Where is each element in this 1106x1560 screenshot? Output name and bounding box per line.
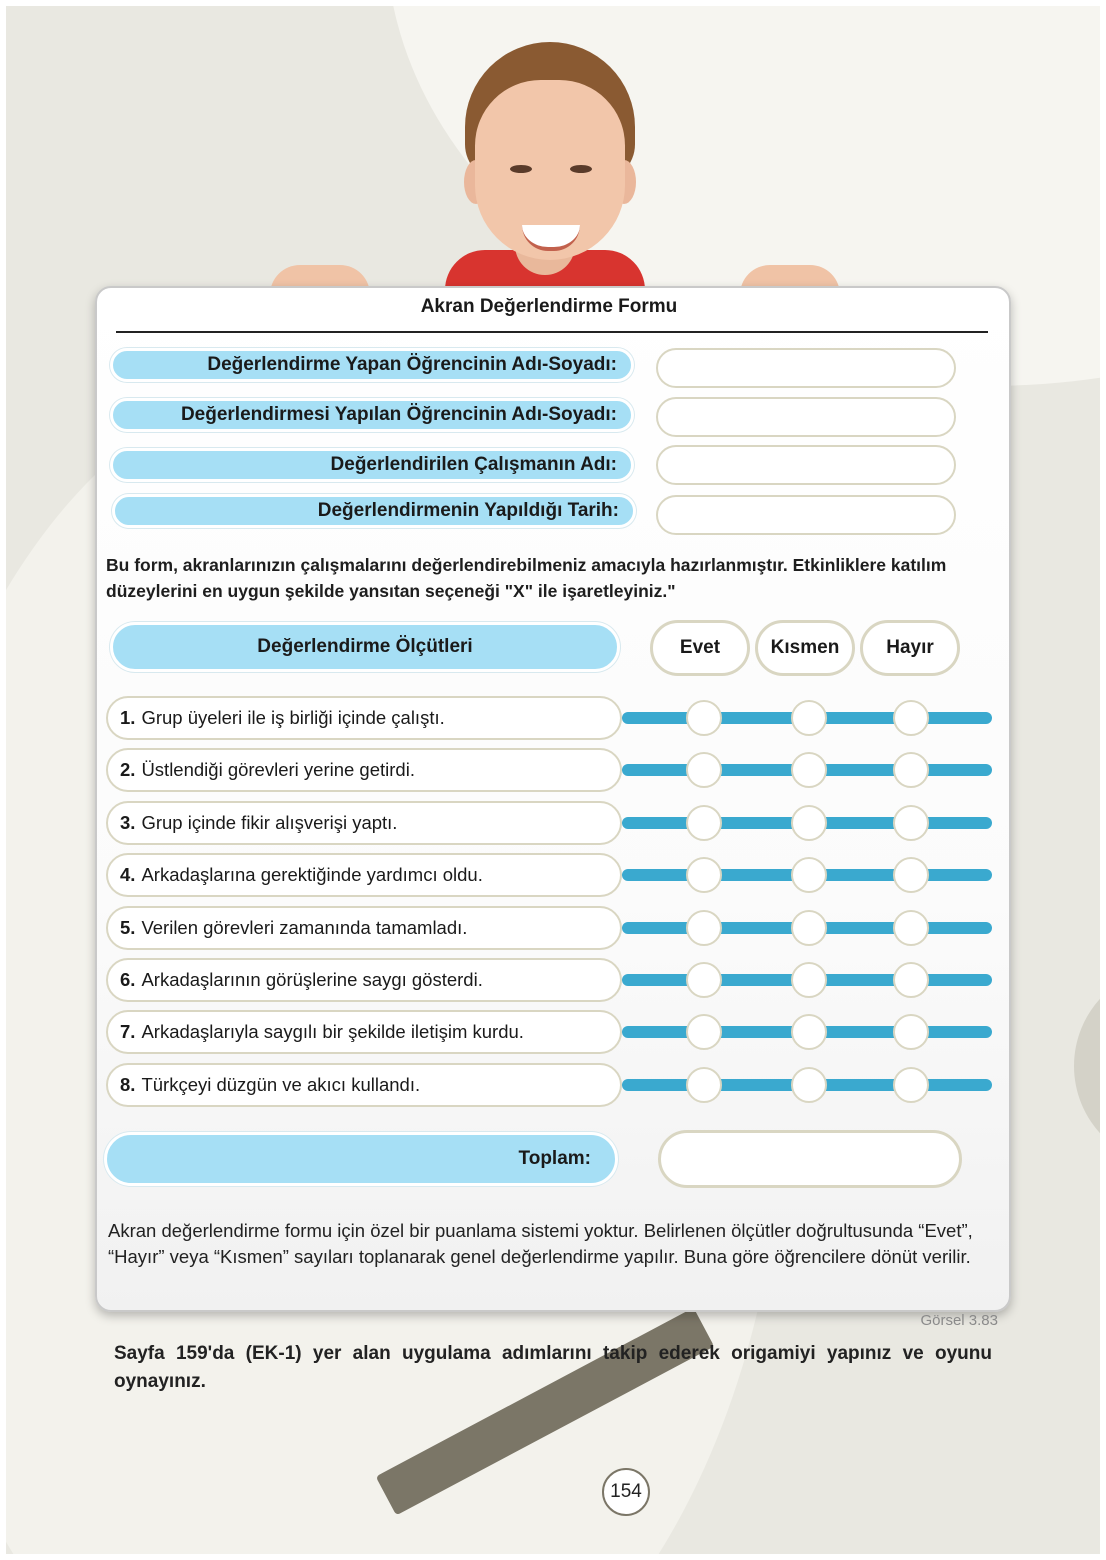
field-label-evaluator: Değerlendirme Yapan Öğrencinin Adı-Soyadı: [110, 348, 634, 382]
page-number: 154 [602, 1468, 650, 1516]
decorative-arc [1074, 966, 1100, 1166]
form-title: Akran Değerlendirme Formu [420, 296, 678, 317]
intro-text-end: " ile işaretleyiniz." [524, 581, 676, 601]
criterion-row [106, 801, 622, 845]
criterion-row [106, 748, 622, 792]
work-name-field[interactable] [656, 445, 956, 485]
intro-text: Bu form, akranlarınızın çalışmalarını değerlendirebilmeniz amacıyla hazırlanmıştır. Etkinliklere katılım düzeylerini en uygun şekilde yansıtan seçeneği " [106, 555, 947, 601]
criterion-row [106, 958, 622, 1002]
criterion-number: 3. [120, 812, 136, 833]
form-instructions [106, 552, 996, 604]
field-label-date: Değerlendirmenin Yapıldığı Tarih: [112, 494, 636, 528]
checkbox-evet[interactable] [686, 857, 722, 893]
total-label: Toplam: [104, 1132, 618, 1186]
checkbox-hayir[interactable] [893, 910, 929, 946]
checkbox-hayir[interactable] [893, 700, 929, 736]
eye [570, 165, 592, 173]
checkbox-kismen[interactable] [791, 752, 827, 788]
checkbox-hayir[interactable] [893, 857, 929, 893]
activity-instruction: Sayfa 159'da (EK-1) yer alan uygulama adımlarını takip ederek origamiyi yapınız ve oyunu oynayınız. [114, 1343, 992, 1392]
checkbox-hayir[interactable] [893, 1014, 929, 1050]
title-divider [116, 331, 988, 333]
option-header-kismen: Kısmen [755, 620, 855, 676]
criterion-text: Türkçeyi düzgün ve akıcı kullandı. [141, 1074, 421, 1095]
checkbox-kismen[interactable] [791, 700, 827, 736]
criterion-number: 6. [120, 969, 136, 990]
criterion-text: Grup içinde fikir alışverişi yaptı. [141, 812, 398, 833]
criterion-row [106, 1010, 622, 1054]
date-field[interactable] [656, 495, 956, 535]
option-header-hayir: Hayır [860, 620, 960, 676]
criterion-text: Grup üyeleri ile iş birliği içinde çalıştı. [141, 707, 445, 728]
criterion-number: 7. [120, 1021, 136, 1042]
checkbox-evet[interactable] [686, 910, 722, 946]
criterion-text: Arkadaşlarının görüşlerine saygı gösterdi. [141, 969, 483, 990]
checkbox-evet[interactable] [686, 1014, 722, 1050]
checkbox-evet[interactable] [686, 805, 722, 841]
criteria-header: Değerlendirme Ölçütleri [110, 622, 620, 672]
checkbox-hayir[interactable] [893, 1067, 929, 1103]
checkbox-kismen[interactable] [791, 910, 827, 946]
evaluator-name-field[interactable] [656, 348, 956, 388]
checkbox-hayir[interactable] [893, 752, 929, 788]
criterion-row [106, 696, 622, 740]
checkbox-kismen[interactable] [791, 1067, 827, 1103]
scoring-note: Akran değerlendirme formu için özel bir puanlama sistemi yoktur. Belirlenen ölçütler doğrultusunda “Evet”, “Hayır” veya “Kısmen” sayıları toplanarak genel değerlendirme yapılır. Buna göre öğrencilere dönüt verilir. [108, 1220, 973, 1267]
criterion-number: 1. [120, 707, 136, 728]
criterion-row [106, 906, 622, 950]
criterion-text: Üstlendiği görevleri yerine getirdi. [141, 759, 415, 780]
checkbox-evet[interactable] [686, 752, 722, 788]
checkbox-evet[interactable] [686, 962, 722, 998]
criterion-row [106, 1063, 622, 1107]
checkbox-evet[interactable] [686, 700, 722, 736]
checkbox-kismen[interactable] [791, 857, 827, 893]
figure-caption: Görsel 3.83 [920, 1312, 998, 1329]
criterion-text: Arkadaşlarına gerektiğinde yardımcı oldu. [141, 864, 483, 885]
intro-mark: X [513, 581, 525, 601]
criterion-number: 2. [120, 759, 136, 780]
checkbox-hayir[interactable] [893, 962, 929, 998]
criterion-number: 8. [120, 1074, 136, 1095]
field-label-evaluated: Değerlendirmesi Yapılan Öğrencinin Adı-Soyadı: [110, 398, 634, 432]
criterion-row [106, 853, 622, 897]
eye [510, 165, 532, 173]
field-label-work: Değerlendirilen Çalışmanın Adı: [110, 448, 634, 482]
checkbox-kismen[interactable] [791, 962, 827, 998]
checkbox-kismen[interactable] [791, 805, 827, 841]
evaluated-name-field[interactable] [656, 397, 956, 437]
criterion-number: 5. [120, 917, 136, 938]
criterion-text: Arkadaşlarıyla saygılı bir şekilde iletişim kurdu. [141, 1021, 524, 1042]
criterion-text: Verilen görevleri zamanında tamamladı. [141, 917, 468, 938]
total-field[interactable] [658, 1130, 962, 1188]
checkbox-kismen[interactable] [791, 1014, 827, 1050]
checkbox-hayir[interactable] [893, 805, 929, 841]
student-illustration [260, 20, 840, 320]
option-header-evet: Evet [650, 620, 750, 676]
checkbox-evet[interactable] [686, 1067, 722, 1103]
criterion-number: 4. [120, 864, 136, 885]
